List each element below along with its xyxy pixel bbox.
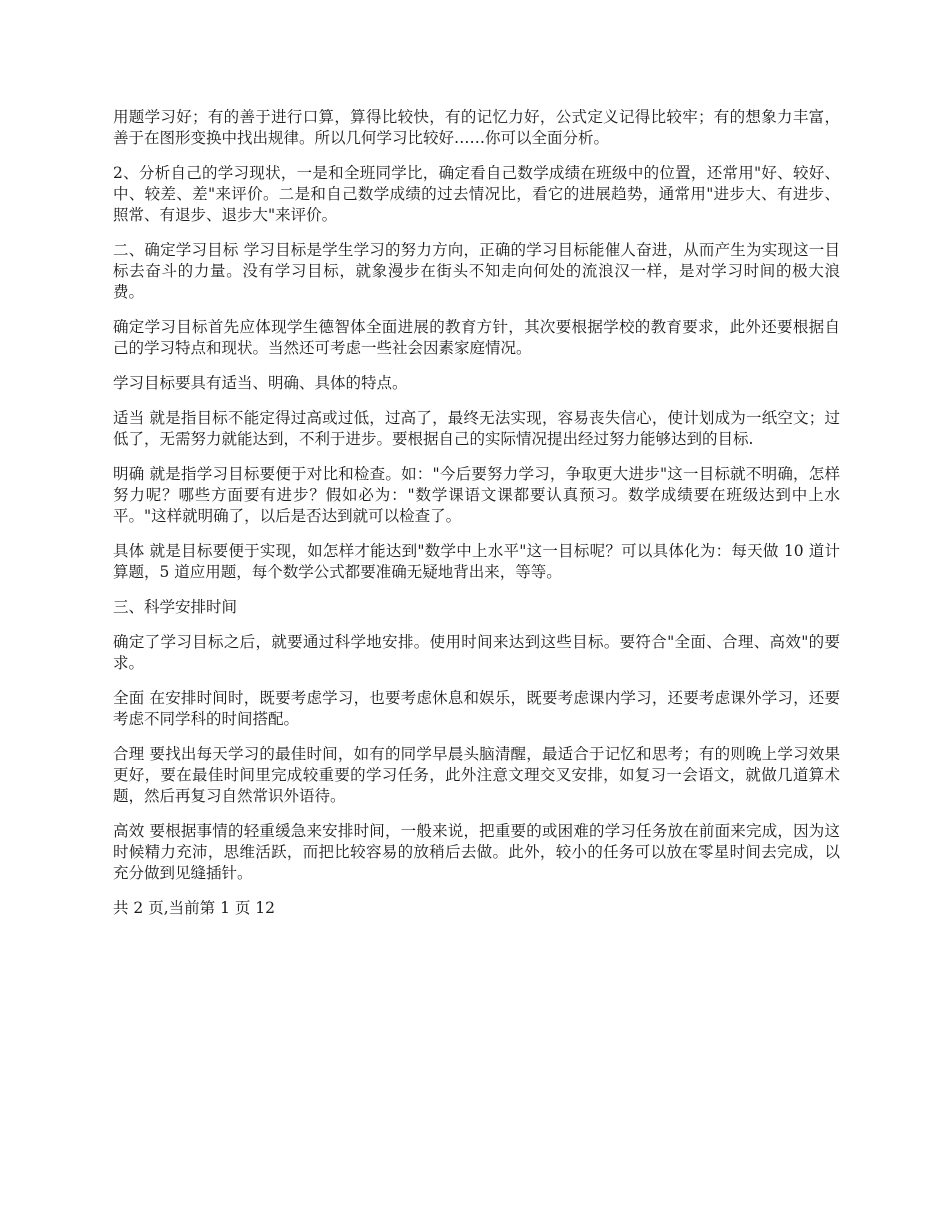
paragraph-current-status: 2、分析自己的学习现状，一是和全班同学比，确定看自己数学成绩在班级中的位置，还常用"好、较好、中、较差、差"来评价。二是和自己数学成绩的过去情况比，看它的进展趋势，通常用"进步大、有进步、照常、有退步、退步大"来评价。 [113, 164, 840, 224]
document-page [113, 107, 840, 933]
paragraph-analysis-strengths: 用题学习好；有的善于进行口算，算得比较快，有的记忆力好，公式定义记得比较牢；有的想象力丰富，善于在图形变换中找出规律。所以几何学习比较好……你可以全面分析。 [113, 108, 840, 147]
paragraph-appropriate: 适当 就是指目标不能定得过高或过低，过高了，最终无法实现，容易丧失信心，使计划成为一纸空文；过低了，无需努力就能达到，不利于进步。要根据自己的实际情况提出经过努力能够达到的目标. [113, 409, 840, 448]
page-footer: 共 2 页,当前第 1 页 12 [113, 899, 276, 917]
paragraph-section-goals: 二、确定学习目标 学习目标是学生学习的努力方向，正确的学习目标能催人奋进，从而产生为实现这一目标去奋斗的力量。没有学习目标，就象漫步在街头不知走向何处的流浪汉一样，是对学习时间的极大浪费。 [113, 241, 840, 301]
section-heading-time: 三、科学安排时间 [113, 598, 238, 616]
paragraph-goal-principles: 确定学习目标首先应体现学生德智体全面进展的教育方针，其次要根据学校的教育要求，此外还要根据自己的学习特点和现状。当然还可考虑一些社会因素家庭情况。 [113, 318, 840, 357]
paragraph-goal-features: 学习目标要具有适当、明确、具体的特点。 [113, 374, 408, 392]
paragraph-time-intro: 确定了学习目标之后，就要通过科学地安排。使用时间来达到这些目标。要符合"全面、合理、高效"的要求。 [113, 633, 840, 672]
paragraph-comprehensive: 全面 在安排时间时，既要考虑学习，也要考虑休息和娱乐，既要考虑课内学习，还要考虑课外学习，还要考虑不同学科的时间搭配。 [113, 689, 840, 728]
paragraph-specific: 具体 就是目标要便于实现，如怎样才能达到"数学中上水平"这一目标呢？可以具体化为：每天做 10 道计算题，5 道应用题，每个数学公式都要准确无疑地背出来，等等。 [113, 542, 840, 581]
paragraph-efficient: 高效 要根据事情的轻重缓急来安排时间，一般来说，把重要的或困难的学习任务放在前面来完成，因为这时候精力充沛，思维活跃，而把比较容易的放稍后去做。此外，较小的任务可以放在零星时间去完成，以充分做到见缝插针。 [113, 822, 840, 882]
paragraph-reasonable: 合理 要找出每天学习的最佳时间，如有的同学早晨头脑清醒，最适合于记忆和思考；有的则晚上学习效果更好，要在最佳时间里完成较重要的学习任务，此外注意文理交叉安排，如复习一会语文，就做几道算术题，然后再复习自然常识外语待。 [113, 745, 840, 805]
paragraph-clear: 明确 就是指学习目标要便于对比和检查。如："今后要努力学习，争取更大进步"这一目标就不明确，怎样努力呢？哪些方面要有进步？假如必为："数学课语文课都要认真预习。数学成绩要在班级达到中上水平。"这样就明确了，以后是否达到就可以检查了。 [113, 465, 840, 525]
